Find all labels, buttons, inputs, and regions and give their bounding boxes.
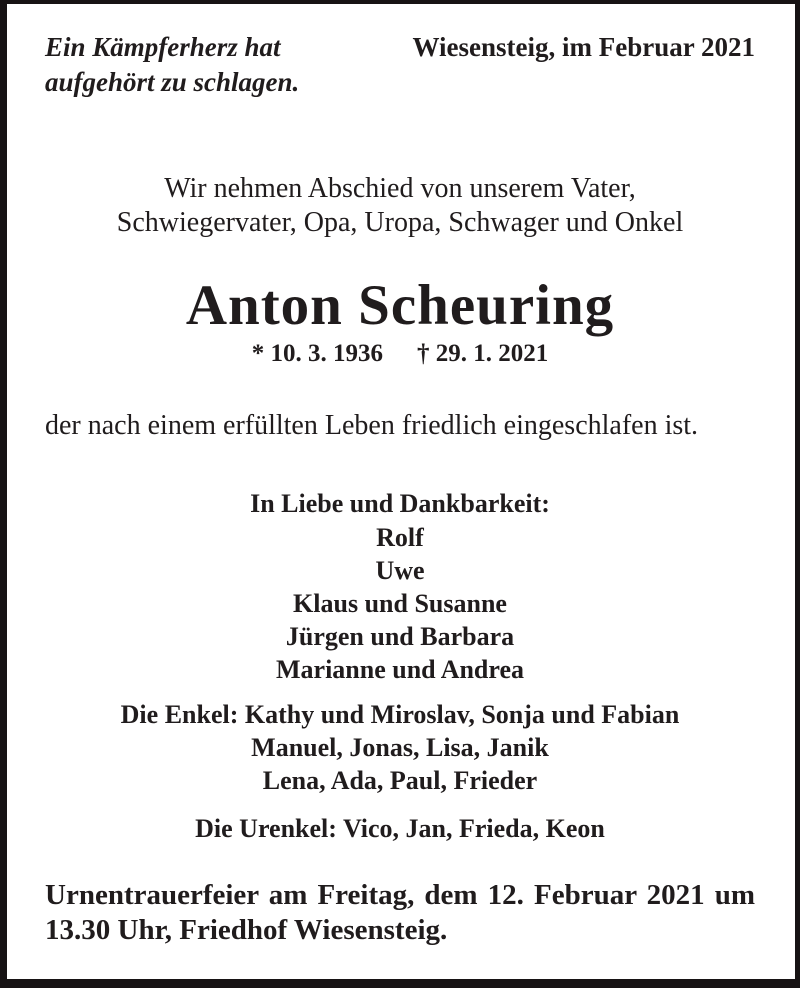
mourner-name: Rolf bbox=[376, 523, 424, 552]
life-dates bbox=[45, 339, 755, 369]
birth-date: * 10. 3. 1936 bbox=[251, 340, 383, 367]
grandchildren-line: Lena, Ada, Paul, Frieder bbox=[262, 766, 538, 795]
notice-header bbox=[45, 30, 755, 100]
mourners-section bbox=[45, 487, 755, 686]
epigraph bbox=[45, 30, 299, 100]
epigraph-line: Ein Kämpferherz hat bbox=[45, 32, 281, 62]
epigraph-line: aufgehört zu schlagen. bbox=[45, 67, 300, 97]
grandchildren-section bbox=[45, 698, 755, 797]
funeral-announcement-line: Urnentrauerfeier am Freitag, dem 12. Februar 2021 um bbox=[45, 879, 755, 911]
closing-line: der nach einem erfüllten Leben friedlich eingeschlafen ist. bbox=[45, 410, 699, 441]
place-dateline: Wiesensteig, im Februar 2021 bbox=[412, 32, 755, 62]
great-grandchildren-line: Die Urenkel: Vico, Jan, Frieda, Keon bbox=[195, 814, 605, 843]
grandchildren-line: Die Enkel: Kathy und Miroslav, Sonja und Fabian bbox=[120, 700, 680, 729]
mourner-name: Uwe bbox=[375, 556, 425, 585]
deceased-name: Anton Scheuring bbox=[185, 274, 615, 337]
farewell-intro bbox=[45, 172, 755, 240]
mourner-name: Marianne und Andrea bbox=[275, 655, 524, 684]
funeral-announcement-line: 13.30 Uhr, Friedhof Wiesensteig. bbox=[45, 914, 448, 946]
farewell-intro-line: Schwiegervater, Opa, Uropa, Schwager und Onkel bbox=[116, 207, 684, 238]
mourner-name: Klaus und Susanne bbox=[293, 589, 507, 618]
grandchildren-line: Manuel, Jonas, Lisa, Janik bbox=[251, 733, 549, 762]
funeral-announcement bbox=[45, 878, 755, 948]
mourners-heading: In Liebe und Dankbarkeit: bbox=[250, 489, 550, 518]
farewell-intro-line: Wir nehmen Abschied von unserem Vater, bbox=[164, 173, 636, 204]
death-date: † 29. 1. 2021 bbox=[417, 340, 549, 367]
mourner-name: Jürgen und Barbara bbox=[285, 622, 515, 651]
